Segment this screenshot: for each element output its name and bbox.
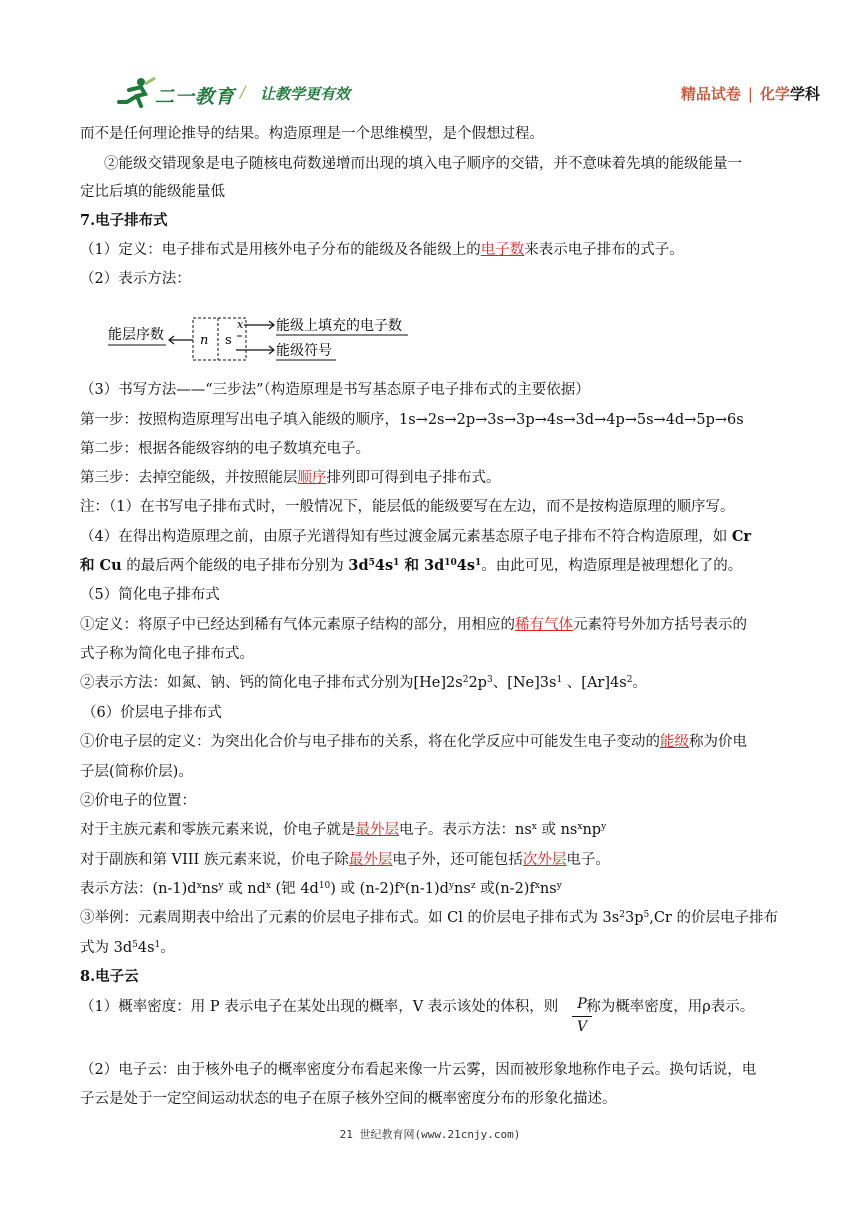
section-heading-8 <box>80 967 139 987</box>
formula-part: 和 3d <box>399 557 445 574</box>
text: （4）在得出构造原理之前，由原子光谱得知有些过渡金属元素基态原子电子排布不符合构造原理，如 <box>80 529 732 545</box>
text: 或 ns <box>536 822 578 838</box>
superscript: 1 <box>556 675 563 685</box>
formula-part: 4s <box>456 557 476 574</box>
text-bold: Cr <box>731 528 752 545</box>
header-subject-suffix: 学科 <box>789 85 820 103</box>
text: 对于副族和第 VIII 族元素来说，价电子除 <box>80 852 349 868</box>
text: 、[Ar]4s <box>562 675 627 691</box>
text: 电子。 <box>566 852 610 868</box>
text-line <box>80 908 778 928</box>
superscript: x <box>577 822 583 832</box>
fraction-numerator: P <box>577 996 587 1012</box>
underlined-answer: 能级 <box>660 734 689 750</box>
text-bold: 和 Cu <box>80 557 122 574</box>
text-line <box>80 820 606 840</box>
text-line <box>80 124 544 144</box>
text-line <box>80 644 254 664</box>
underlined-answer: 顺序 <box>297 470 327 486</box>
superscript: z <box>470 881 476 891</box>
diagram-s: s <box>225 333 232 348</box>
text: ns <box>201 881 219 897</box>
text-line <box>80 240 684 260</box>
text: （5）简化电子排布式 <box>80 587 220 603</box>
underlined-answer: 最外层 <box>348 852 393 868</box>
text-line <box>104 154 742 174</box>
text: ,Cr 的价层电子排布 <box>649 910 778 926</box>
underlined-answer: 次外层 <box>522 852 567 868</box>
text-line <box>80 791 196 811</box>
page-footer: 21 世纪教育网(www.21cnjy.com) <box>339 1128 521 1141</box>
superscript: 2 <box>462 675 469 685</box>
text: 定比后填的能级能量低 <box>80 184 225 200</box>
text-line <box>80 938 175 958</box>
text: （6）价层电子排布式 <box>82 705 222 721</box>
formula <box>348 557 481 574</box>
text-line <box>80 997 754 1017</box>
text-line <box>80 1060 756 1080</box>
text: ②价电子的位置： <box>80 793 196 809</box>
text: 第一步：按照构造原理写出电子填入能级的顺序，1s→2s→2p→3s→3p→4s→3d→4p→5s→4d→5p→6s <box>80 412 744 428</box>
text: ②表示方法：如氮、钠、钙的简化电子排布式分别为[He]2s <box>80 675 463 691</box>
runner-logo-icon <box>115 76 157 110</box>
logo-text: 二一教育 <box>155 86 236 108</box>
text: 表示方法：(n-1)d <box>80 881 197 897</box>
superscript: 2 <box>626 675 633 685</box>
text: ①定义：将原子中已经达到稀有气体元素原子结构的部分，用相应的 <box>80 617 515 633</box>
superscript: 10 <box>318 881 331 891</box>
text: 。 <box>160 940 175 956</box>
text: (钯 4d <box>270 881 319 897</box>
text: （2）表示方法： <box>80 271 191 287</box>
text-line <box>80 410 744 430</box>
text: 称为概率密度，用ρ表示。 <box>586 999 755 1015</box>
superscript: y <box>556 881 562 891</box>
text-line <box>80 585 220 605</box>
text: 来表示电子排布的式子。 <box>524 242 684 258</box>
superscript: x <box>196 881 202 891</box>
text: ) 或 (n-2)f <box>330 881 400 897</box>
text: （1）概率密度：用 P 表示电子在某处出现的概率，V 表示该处的体积，则 <box>80 999 559 1015</box>
text: 子云是处于一定空间运动状态的电子在原子核外空间的概率密度分布的形象化描述。 <box>80 1091 617 1107</box>
text: 或 nd <box>223 881 266 897</box>
text: 电子外，还可能包括 <box>392 852 523 868</box>
text-line <box>80 269 191 289</box>
text: 称为价电 <box>689 734 747 750</box>
text-line <box>80 556 742 576</box>
text: ②能级交错现象是电子随核电荷数递增而出现的填入电子顺序的交错，并不意味着先填的能级能量一 <box>104 156 742 172</box>
text: 。 <box>632 675 647 691</box>
text-line <box>80 1089 617 1109</box>
superscript: x <box>265 881 271 891</box>
underlined-answer: 最外层 <box>355 822 399 838</box>
diagram-top-label: 能级上填充的电子数 <box>276 318 402 334</box>
superscript: 1 <box>475 558 482 568</box>
text: 3p <box>624 910 644 926</box>
superscript: y <box>448 881 455 891</box>
text: （1）定义：电子排布式是用核外电子分布的能级及各能级上的 <box>80 242 481 258</box>
text: 4s <box>137 940 155 956</box>
text: 子层(简称价层)。 <box>80 764 193 780</box>
heading-text: 8.电子云 <box>80 968 139 985</box>
text: （3）书写方法——“三步法”（构造原理是书写基态原子电子排布式的主要依据） <box>80 382 590 398</box>
diagram-n: n <box>200 333 209 348</box>
superscript: 1 <box>393 558 400 568</box>
text: 对于主族元素和零族元素来说，价电子就是 <box>80 822 356 838</box>
underlined-answer: 电子数 <box>480 242 525 258</box>
superscript: 2 <box>619 910 625 920</box>
text: 。由此可见，构造原理是被理想化了的。 <box>481 558 743 574</box>
text-line <box>80 673 647 693</box>
text-line <box>80 615 747 635</box>
text: 第二步：根据各能级容纳的电子数填充电子。 <box>80 441 370 457</box>
logo-slogan: 让教学更有效 <box>260 85 351 103</box>
electron-config-diagram <box>108 308 428 368</box>
text: 注：（1）在书写电子排布式时，一般情况下，能层低的能级要写在左边，而不是按构造原理的顺序写。 <box>80 499 735 515</box>
text-line <box>80 850 610 870</box>
text: np <box>582 822 602 838</box>
header-separator: | <box>747 85 753 103</box>
text: 元素符号外加方括号表示的 <box>573 617 747 633</box>
text-line <box>80 439 370 459</box>
superscript: y <box>218 881 224 891</box>
text-line <box>82 703 222 723</box>
text: 、[Ne]3s <box>492 675 557 691</box>
text-line <box>80 182 225 202</box>
diagram-bottom-label: 能级符号 <box>276 343 332 359</box>
header-label: 精品试卷 <box>680 85 741 103</box>
superscript: x <box>399 881 405 891</box>
logo-slash: / <box>240 82 246 101</box>
text-line <box>80 468 501 488</box>
text: 第三步：去掉空能级，并按照能层 <box>80 470 298 486</box>
text: ①价电子层的定义：为突出化合价与电子排布的关系，将在化学反应中可能发生电子变动的 <box>80 734 660 750</box>
superscript: 1 <box>154 940 161 950</box>
text-line <box>80 497 734 517</box>
text: 2p <box>468 675 487 691</box>
text: 式为 3d <box>80 940 133 956</box>
fraction-denominator: V <box>576 1019 588 1035</box>
text-line <box>80 762 193 782</box>
text: 式子称为简化电子排布式。 <box>80 646 254 662</box>
diagram-left-label: 能层序数 <box>108 327 164 343</box>
text: (n-1)d <box>404 881 449 897</box>
text: ③举例：元素周期表中给出了元素的价层电子排布式。如 Cl 的价层电子排布式为 3s <box>80 910 620 926</box>
text: 或(n-2)f <box>475 881 535 897</box>
superscript: 5 <box>643 910 650 920</box>
heading-text: 7.电子排布式 <box>80 212 168 229</box>
text: 而不是任何理论推导的结果。构造原理是一个思维模型，是个假想过程。 <box>80 126 544 142</box>
superscript: 5 <box>368 558 375 568</box>
header-subject <box>681 83 820 104</box>
text: ns <box>539 881 557 897</box>
page-header <box>115 74 820 112</box>
formula-part: 3d <box>348 557 369 574</box>
text-line <box>80 732 747 752</box>
text: 的最后两个能级的电子排布分别为 <box>121 558 349 574</box>
text-line <box>80 879 562 899</box>
fraction-p-over-v <box>570 996 594 1037</box>
formula-part: 4s <box>374 557 394 574</box>
superscript: x <box>534 881 540 891</box>
fraction-bar <box>572 1016 592 1017</box>
superscript: x <box>531 822 537 832</box>
section-heading-7 <box>80 211 168 231</box>
header-subject-name: 化学 <box>759 85 790 103</box>
text-line <box>80 527 751 547</box>
superscript: y <box>601 822 607 832</box>
superscript: 5 <box>132 940 138 950</box>
underlined-answer: 稀有气体 <box>515 617 573 633</box>
text: 排列即可得到电子排布式。 <box>326 470 501 486</box>
diagram-x: x <box>237 318 244 331</box>
superscript: 3 <box>486 675 493 685</box>
superscript: 10 <box>444 558 457 568</box>
text-line <box>80 380 590 400</box>
text: 电子。表示方法：ns <box>399 822 532 838</box>
text: ns <box>454 881 471 897</box>
text: （2）电子云：由于核外电子的概率密度分布看起来像一片云雾，因而被形象地称作电子云。换句话说，电 <box>80 1062 757 1078</box>
